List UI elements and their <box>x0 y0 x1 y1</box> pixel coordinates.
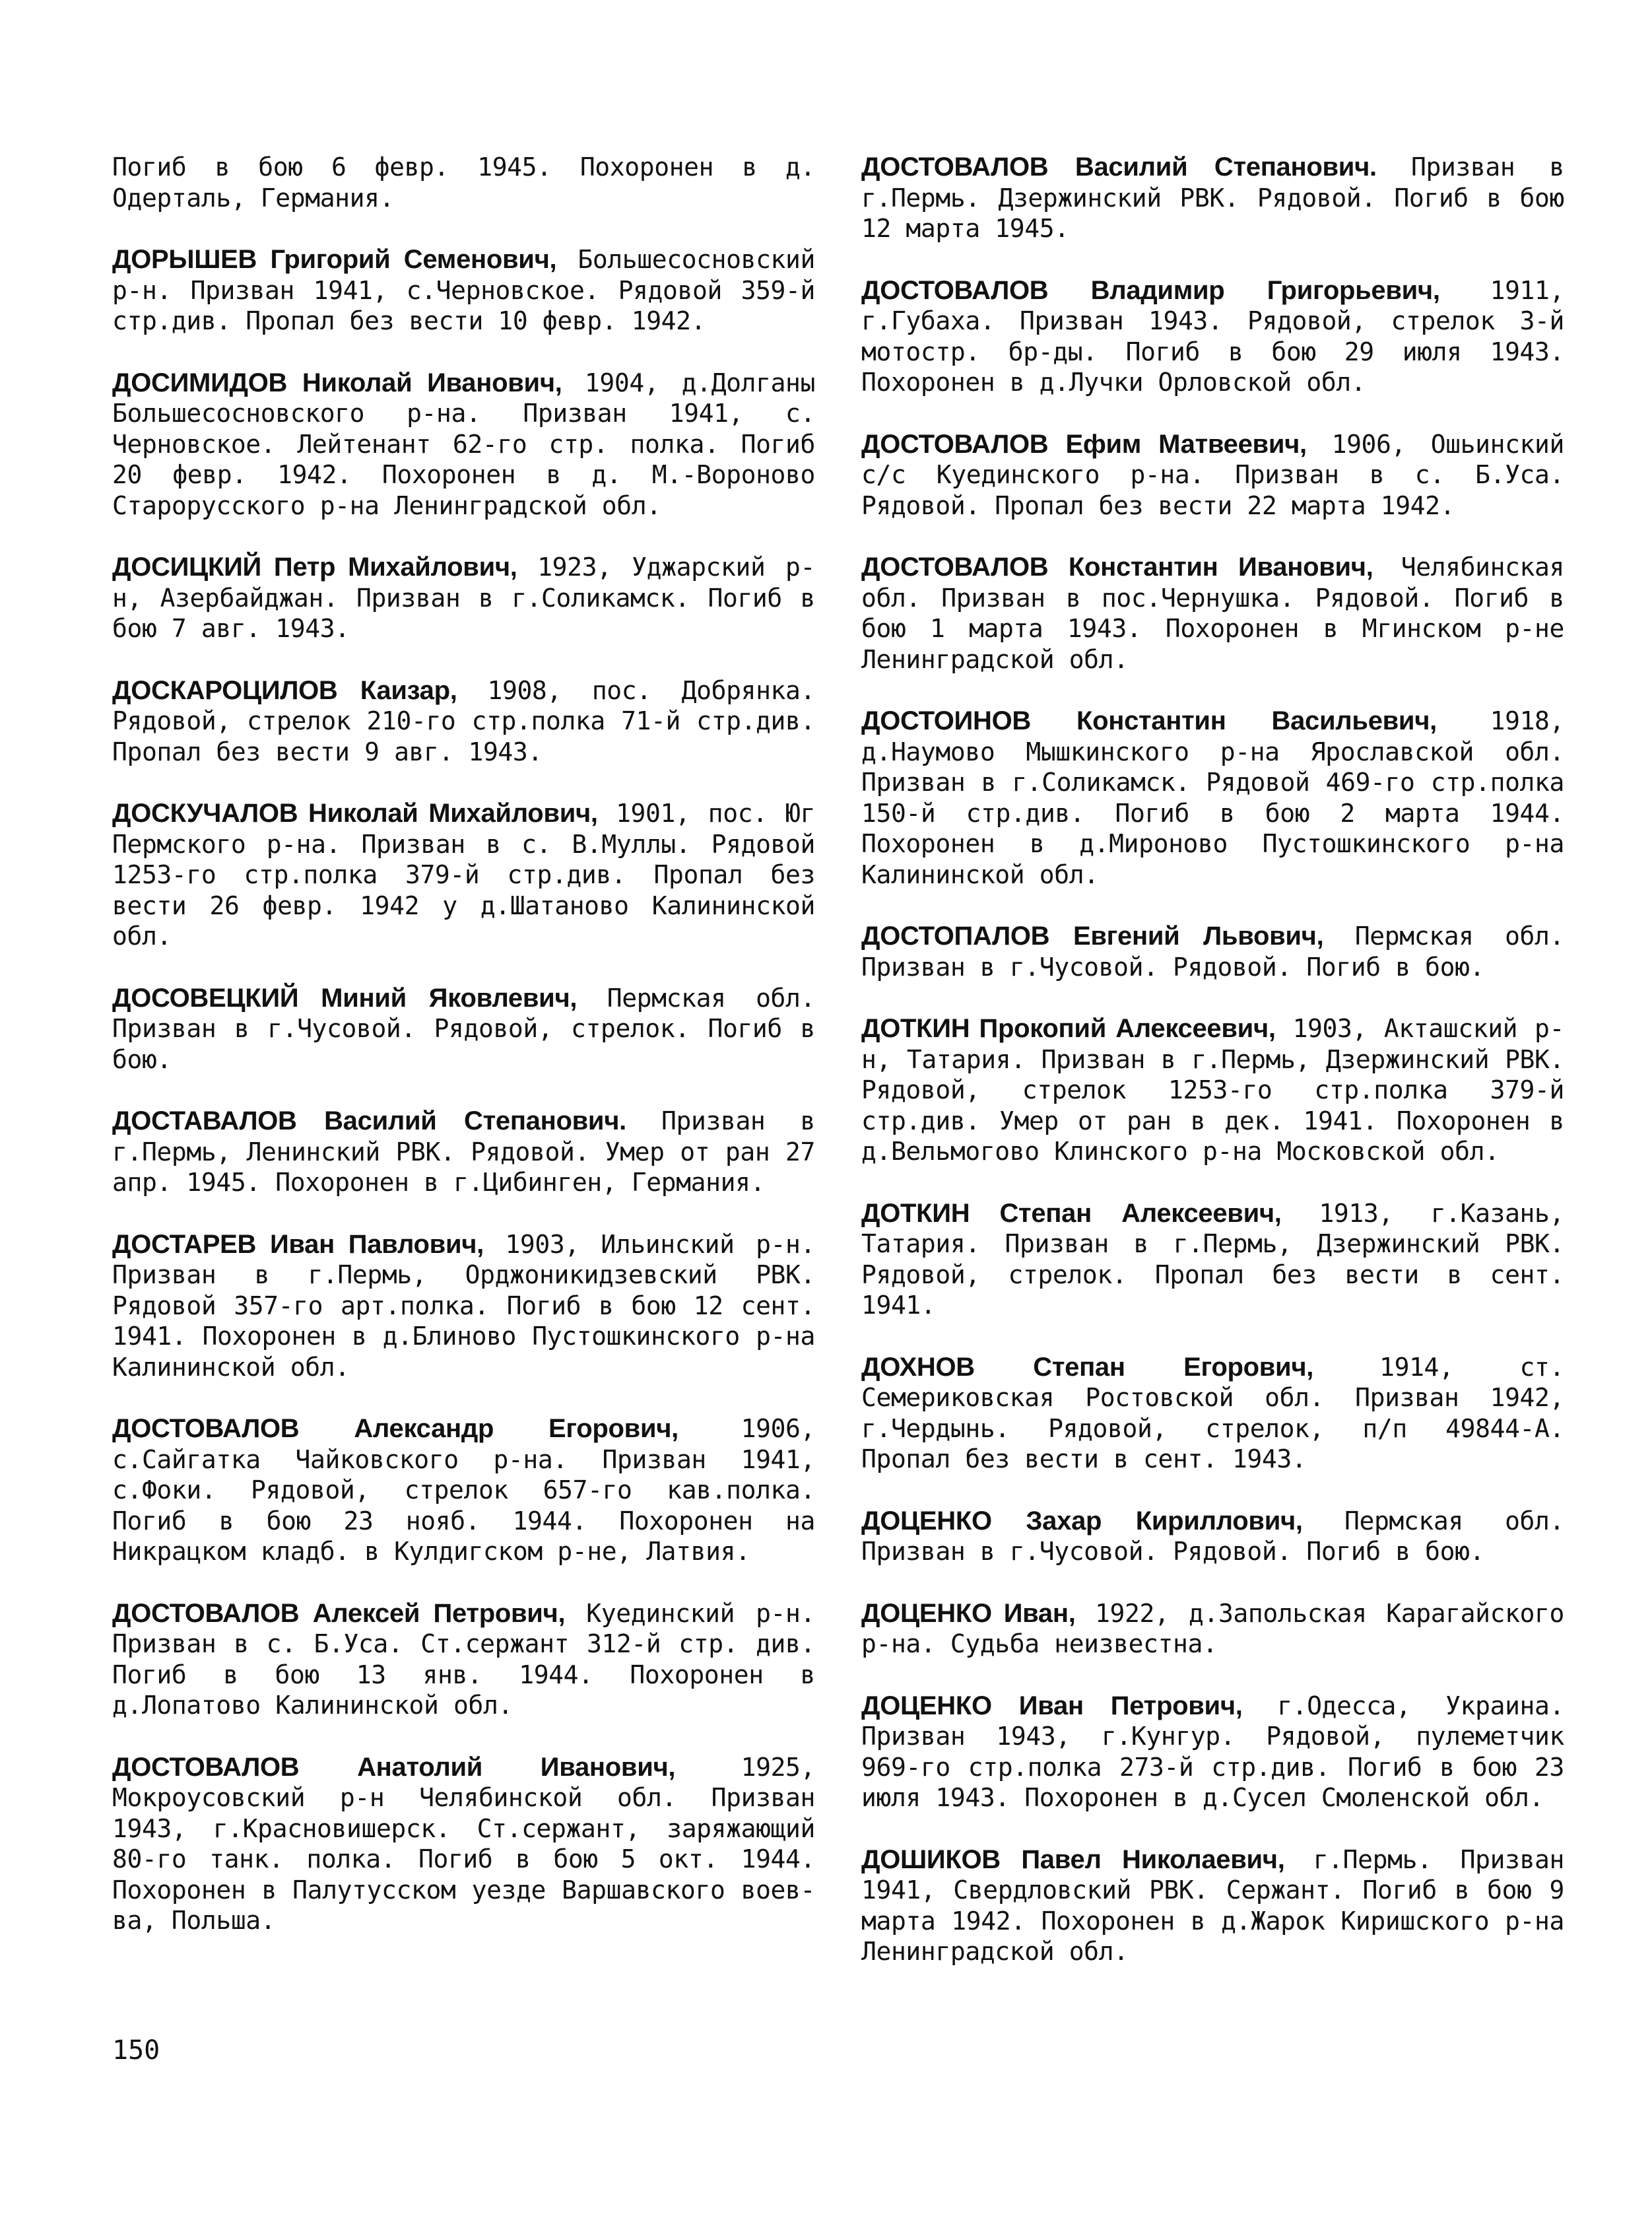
entry-text: 1906, Ошьинский с/с Куединского р-на. Призван в с. Б.Уса. Рядовой. Пропал без вести 22 марта 1942. <box>861 429 1564 520</box>
entry-dostavalov <box>112 1106 815 1198</box>
entry-text: 1925, Мокроусовский р-н Челябинской обл. Призван 1943, г.Красновишерск. Ст.сержант, заряжающий 80-го танк. полка. Погиб в бою 5 окт. 1944. Похоронен в Палутусском уезде Варшавского воев-ва, Польша. <box>112 1752 816 1935</box>
entry-name: ДОСТОВАЛОВ Александр Егорович, <box>112 1414 678 1443</box>
entry-text: г.Одесса, Украина. Призван 1943, г.Кунгур. Рядовой, пулеметчик 969-го стр.полка 273-й стр.див. Погиб в бою 23 июля 1943. Похоронен в д.Сусел Смоленской обл. <box>861 1691 1564 1812</box>
entry-text: Призван в г.Пермь, Ленинский РВК. Рядовой. Умер от ран 27 апр. 1945. Похоронен в г.Цибинген, Германия. <box>112 1106 815 1197</box>
entry-name: ДОСКАРОЦИЛОВ Каизар, <box>112 675 457 705</box>
entry-name: ДОСОВЕЦКИЙ Миний Яковлевич, <box>112 983 578 1013</box>
entry-dostovalov-konstantin <box>861 552 1564 675</box>
right-column <box>861 152 1564 1998</box>
entry-text: 1918, д.Наумово Мышкинского р-на Ярославской обл. Призван в г.Соликамск. Рядовой 469-го стр.полка 150-й стр.див. Погиб в бою 2 марта 1944. Похоронен в д.Мироново Пустошкинского р-на Калининской обл. <box>861 706 1564 889</box>
entry-dotsenko-ivan <box>861 1598 1564 1660</box>
entry-name: ДОСТОВАЛОВ Алексей Петрович, <box>112 1598 566 1628</box>
entry-text: 1923, Уджарский р-н, Азербайджан. Призван в г.Соликамск. Погиб в бою 7 авг. 1943. <box>112 553 815 643</box>
entry-name: ДОСИЦКИЙ Петр Михайлович, <box>112 553 517 582</box>
entry-text: Призван в г.Пермь. Дзержинский РВК. Рядовой. Погиб в бою 12 марта 1945. <box>861 152 1564 243</box>
entry-doshikov <box>861 1844 1564 1967</box>
entry-name: ДОСИМИДОВ Николай Иванович, <box>112 368 562 397</box>
entry-name: ДОСТОИНОВ Константин Васильевич, <box>861 706 1437 735</box>
entry-dotkin-stepan <box>861 1198 1564 1321</box>
entry-text: Пермская обл. Призван в г.Чусовой. Рядовой. Погиб в бою. <box>861 1506 1564 1566</box>
entry-dostovalov-anatoly <box>112 1752 815 1936</box>
entry-doskarotsilov <box>112 675 815 768</box>
entry-name: ДОСТОВАЛОВ Ефим Матвеевич, <box>861 429 1307 459</box>
entry-dostovalov-aleksandr <box>112 1413 815 1567</box>
entry-text: 1908, пос. Добрянка. Рядовой, стрелок 210-го стр.полка 71-й стр.див. Пропал без вести 9 авг. 1943. <box>112 675 815 766</box>
entry-dostovalov-vladimir <box>861 275 1564 398</box>
entry-text: 1914, ст. Семериковская Ростовской обл. Призван 1942, г.Чердынь. Рядовой, стрелок, п/п 49844-А. Пропал без вести в сент. 1943. <box>861 1352 1564 1473</box>
entry-text: г.Пермь. Призван 1941, Свердловский РВК. Сержант. Погиб в бою 9 марта 1942. Похоронен в д.Жарок Киришского р-на Ленинградской обл. <box>861 1844 1564 1966</box>
entry-text: 1903, Акташский р-н, Татария. Призван в г.Пермь, Дзержинский РВК. Рядовой, стрелок 1253-го стр.полка 379-й стр.див. Умер от ран в дек. 1941. Похоронен в д.Вельмогово Клинского р-на Московской обл. <box>861 1014 1564 1166</box>
entry-continued: Погиб в бою 6 февр. 1945. Похоронен в д. Одерталь, Германия. <box>112 152 815 213</box>
entry-text: 1901, пос. Юг Пермского р-на. Призван в с. В.Муллы. Рядовой 1253-го стр.полка 379-й стр.див. Пропал без вести 26 февр. 1942 у д.Шатаново Калининской обл. <box>112 799 815 951</box>
entry-text: 1922, д.Запольская Карагайского р-на. Судьба неизвестна. <box>861 1598 1565 1658</box>
entry-dotsenko-ivan-petrovich <box>861 1691 1564 1813</box>
entry-dostopalov <box>861 921 1564 982</box>
entry-dostovalov-efim <box>861 429 1564 522</box>
entry-text: Большесосновский р-н. Призван 1941, с.Черновское. Рядовой 359-й стр.див. Пропал без вести 10 февр. 1942. <box>112 245 815 335</box>
entry-name: ДОСТАВАЛОВ Василий Степанович. <box>112 1106 626 1135</box>
entry-doskuchalov <box>112 798 815 952</box>
left-column <box>112 152 815 1967</box>
entry-text: Челябинская обл. Призван в пос.Чернушка. Рядовой. Погиб в бою 1 марта 1943. Похоронен в Мгинском р-не Ленинградской обл. <box>861 553 1564 674</box>
entry-text: Пермская обл. Призван в г.Чусовой. Рядовой. Погиб в бою. <box>861 922 1564 982</box>
entry-name: ДОСТОВАЛОВ Константин Иванович, <box>861 553 1373 582</box>
entry-name: ДОТКИН Степан Алексеевич, <box>861 1198 1282 1228</box>
entry-dotsenko-zakhar <box>861 1506 1564 1567</box>
entry-name: ДОСКУЧАЛОВ Николай Михайлович, <box>112 799 598 828</box>
entry-text: 1904, д.Долганы Большесосновского р-на. Призван 1941, с. Черновское. Лейтенант 62-го стр. полка. Погиб 20 февр. 1942. Похоронен в д. М.-Вороново Старорусского р-на Ленинградской обл. <box>112 368 815 520</box>
entry-name: ДОРЫШЕВ Григорий Семенович, <box>112 245 557 274</box>
entry-dostarev <box>112 1229 815 1383</box>
entry-dostovalov-aleksey <box>112 1598 815 1721</box>
entry-text: 1911, г.Губаха. Призван 1943. Рядовой, стрелок 3-й мотостр. бр-ды. Погиб в бою 29 июля 1943. Похоронен в д.Лучки Орловской обл. <box>861 275 1564 397</box>
entry-text: 1906, с.Сайгатка Чайковского р-на. Призван 1941, с.Фоки. Рядовой, стрелок 657-го кав.полка. Погиб в бою 23 нояб. 1944. Похоронен на Никрацком кладб. в Кулдигском р-не, Латвия. <box>112 1414 816 1566</box>
entry-name: ДОСТОВАЛОВ Владимир Григорьевич, <box>861 275 1440 305</box>
entry-dosimidov <box>112 368 815 522</box>
page-number: 150 <box>112 2035 160 2066</box>
entry-name: ДОСТОВАЛОВ Анатолий Иванович, <box>112 1752 676 1782</box>
entry-dostoinov <box>861 706 1564 890</box>
entry-dositsky <box>112 552 815 644</box>
entry-dosovetsky <box>112 983 815 1075</box>
entry-name: ДОСТОВАЛОВ Василий Степанович. <box>861 152 1377 182</box>
entry-name: ДОТКИН Прокопий Алексеевич, <box>861 1014 1276 1043</box>
entry-name: ДОШИКОВ Павел Николаевич, <box>861 1844 1285 1874</box>
entry-text: Куединский р-н. Призван в с. Б.Уса. Ст.сержант 312-й стр. див. Погиб в бою 13 янв. 1944. Похоронен в д.Лопатово Калининской обл. <box>112 1598 815 1720</box>
entry-name: ДОСТАРЕВ Иван Павлович, <box>112 1229 484 1259</box>
entry-name: ДОХНОВ Степан Егорович, <box>861 1352 1314 1382</box>
entry-dostovalov-vasily <box>861 152 1564 244</box>
entry-name: ДОЦЕНКО Иван, <box>861 1598 1076 1628</box>
entry-dotkin-prokopy <box>861 1013 1564 1167</box>
entry-dokhnov <box>861 1352 1564 1475</box>
entry-dorysheev <box>112 244 815 337</box>
entry-text: 1903, Ильинский р-н. Призван в г.Пермь, Орджоникидзевский РВК. Рядовой 357-го арт.полка. Погиб в бою 12 сент. 1941. Похоронен в д.Блиново Пустошкинского р-на Калининской обл. <box>112 1229 816 1382</box>
entry-name: ДОЦЕНКО Иван Петрович, <box>861 1691 1243 1720</box>
entry-text: Пермская обл. Призван в г.Чусовой. Рядовой, стрелок. Погиб в бою. <box>112 983 815 1074</box>
entry-text: 1913, г.Казань, Татария. Призван в г.Пермь, Дзержинский РВК. Рядовой, стрелок. Пропал без вести в сент. 1941. <box>861 1198 1564 1320</box>
entry-name: ДОСТОПАЛОВ Евгений Львович, <box>861 922 1324 951</box>
entry-name: ДОЦЕНКО Захар Кириллович, <box>861 1506 1303 1536</box>
